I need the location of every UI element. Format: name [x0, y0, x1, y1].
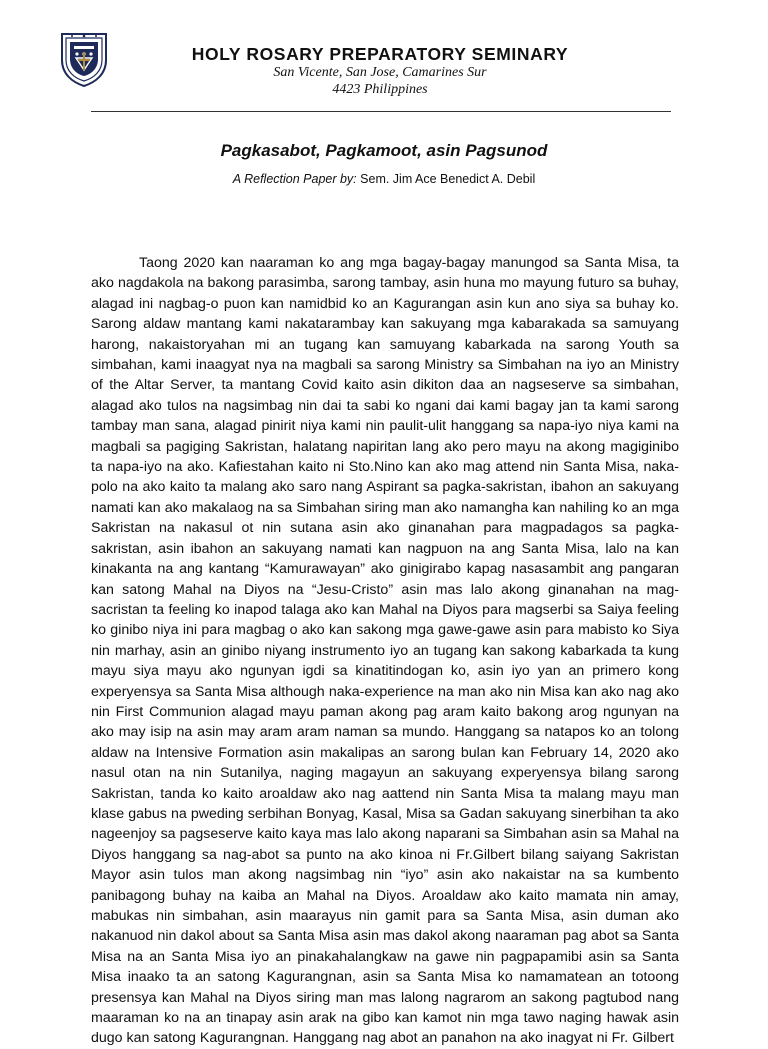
document-title: Pagkasabot, Pagkamoot, asin Pagsunod: [220, 141, 548, 160]
byline: [0, 172, 768, 186]
byline-lead: A Reflection Paper by:: [232, 172, 357, 186]
letterhead: [90, 44, 670, 98]
header-divider: [91, 111, 671, 112]
address-line-1: San Vicente, San Jose, Camarines Sur: [273, 65, 487, 80]
school-name: HOLY ROSARY PREPARATORY SEMINARY: [191, 44, 569, 64]
author-name: Sem. Jim Ace Benedict A. Debil: [360, 172, 536, 186]
address-line-2: 4423 Philippines: [332, 82, 428, 97]
body-paragraph: Taong 2020 kan naaraman ko ang mga bagay-bagay manungod sa Santa Misa, ta ako nagdakola na bakong parasimba, sarong tambay, asin huna mo mayung futuro sa buhay, alagad ini nagbag-o puon kan namidbid ko an Kagurangan asin kun ano siya sa buhay ko. Sarong aldaw mantang kami nakatarambay kan sakuyang mga kabarakada sa samuyang harong, nakaistoryahan mi an tugang kan samuyang kabarkada na sarong Youth sa simbahan, kami inaagyat nya na magbali sa sarong Ministry sa Simbahan na iyo an Ministry of the Altar Server, ta mantang Covid kaito asin dikiton daa an nagseserve sa simbahan, alagad ako tulos na nagsimbag nin dai ta sabi ko ngani dai kami bagay jan ta kami sarong tambay man sana, alagad pinirit niya kami nin paulit-ulit hanggang sa napa-iyo niya kami na magbali sa pagiging Sakristan, halatang napiritan lang ako pero mayu na akong magiginibo ta napa-iyo na ako. Kafiestahan kaito ni Sto.Nino kan ako mag attend nin Santa Misa, naka-polo na ako kaito ta malang ako saro nang Aspirant sa pagka-sakristan, ibahon an sakuyang namati kan ako makalaog na sa Simbahan siring man ako namangha kan nahiling ko an mga Sakristan na nakasul ot nin sutana asin ako ginanahan para magpadagos sa pagka-sakristan, asin ibahon an sakuyang namati kan nagpuon na ang Santa Misa, lalo na kan kinakanta na ang kantang “Kamurawayan” ako ginigirabo kapag nasasambit ang pangaran kan satong Mahal na Diyos na “Jesu-Cristo” asin mas lalo akong ginanahan na mag- sacristan ta feeling ko inapod talaga ako kan Mahal na Diyos para magserbi sa Saiya feeling ko ginibo niya ini para magbag o ako kan sakong mga gawe-gawe asin para mabisto ko Siya nin marhay, asin an ginibo niyang instrumento iyo an tugang kan sakong kabarkada ta kung mayu siya mayu ako ngunyan igdi sa kinatitindogan ko, asin iyo yan an primero kong experyensya sa Santa Misa although naka-experience na man ako nin Misa kan ako nag ako nin First Communion alagad mayu paman akong pag aram kaito bakong arog ngunyan na ako may isip na asin may aram aram naman sa mundo. Hanggang sa natapos ko an tolong aldaw na Intensive Formation asin makalipas an sarong bulan kan February 14, 2020 ako nasul otan na nin Sutanilya, naging magayun an sakuyang experyensya bilang sarong Sakristan, tanda ko kaito aroaldaw ako nag aattend nin Santa Misa ta malang mayu man klase gabus na pweding serbihan Bonyag, Kasal, Misa sa Gadan sakuyang sinerbihan ta ako nageenjoy sa pagseserve kaito kaya mas lalo akong naparani sa Simbahan asin sa Mahal na Diyos hanggang sa nag-abot sa punto na ako kinoa ni Fr.Gilbert bilang saiyang Sakristan Mayor asin tulos man akong nagsimbag nin “iyo” asin ako nakaistar na sa kumbento panibagong buhay na kaiba an Mahal na Diyos. Aroaldaw ako kaito mamata nin amay, mabukas nin simbahan, asin maarayus nin gamit para sa Santa Misa, asin duman ako nakanuod nin dakol about sa Santa Misa asin mas dakol akong naaraman pag abot sa Santa Misa na an Santa Misa iyo an pinakahalangkaw na gawe nin pagpapamibi asin sa Santa Misa inaako ta an satong Kagurangnan, asin sa Santa Misa ko namamatean an totoong presensya kan Mahal na Diyos siring man mas lalong nagrarom an sakong pagtubod nang maaraman ko na an tinapay asin arak na gibo kan kamot nin mga tawo naging hawak asin dugo kan satong Kagurangnan. Hanggang nag abot an panahon na ako inagyat ni Fr. Gilbert: [91, 255, 679, 1047]
